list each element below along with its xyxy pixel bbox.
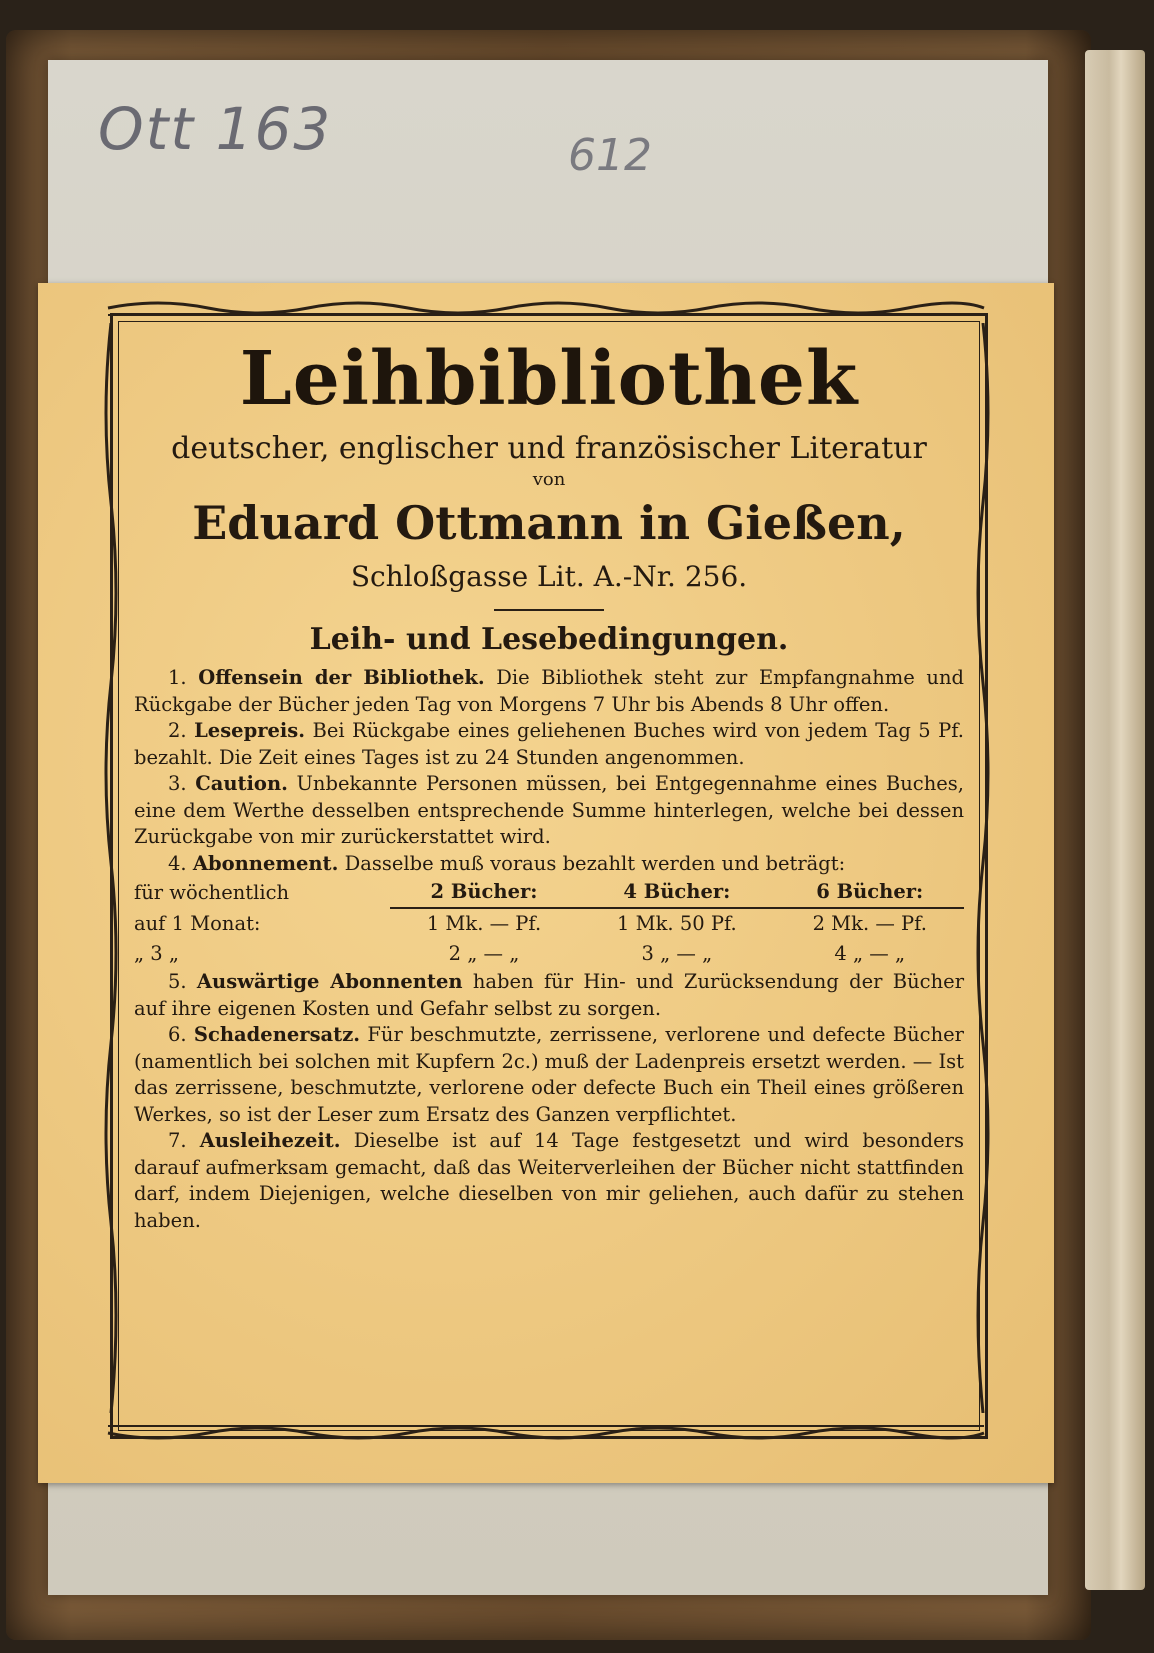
rule-heading: Auswärtige Abonnenten <box>196 970 463 993</box>
fee-period: auf 1 Monat: <box>134 911 261 935</box>
rules-list <box>134 665 964 1234</box>
rule-item <box>134 771 964 851</box>
rule-heading: Abonnement. <box>192 851 339 875</box>
fee-value: 1 Mk. — Pf. <box>426 912 542 935</box>
rule-text: Unbekannte Personen müssen, bei Entgegennahme eines Buches, eine dem Werthe desselben entsprechende Summe hinterlegen, welche bei dessen Zurückgabe von mir zurückerstattet wird. <box>134 772 965 848</box>
rule-text: Für beschmutzte, zerrissene, verlorene und defecte Bücher (namentlich bei solchen mit Kupfern 2c.) muß der Ladenpreis ersetzt werden. — Ist das zerrissene, beschmutzte, verlorene oder defecte Buch ein Theil eines größeren Werkes, so ist der Leser zum Ersatz des Ganzen verpflichtet. <box>134 1023 964 1126</box>
library-label <box>38 283 1054 1483</box>
rule-item <box>134 1022 964 1128</box>
rule-item <box>134 969 964 1022</box>
fee-value: 4 „ — „ <box>834 942 906 965</box>
rule-text: Dasselbe muß voraus bezahlt werden und beträgt: <box>344 851 846 875</box>
rule-number: 3. <box>168 772 187 795</box>
rule-item <box>134 718 964 771</box>
publisher-name: Eduard Ottmann in Gießen, <box>192 496 906 550</box>
fee-header: 2 Bücher: <box>390 877 579 908</box>
fee-header: 6 Bücher: <box>775 877 964 908</box>
fee-label-col: für wöchentlich <box>134 880 290 904</box>
fee-value: 2 „ — „ <box>448 942 520 965</box>
rule-item <box>134 1128 964 1234</box>
divider <box>494 609 604 611</box>
rule-number: 1. <box>168 666 187 689</box>
label-subtitle: deutscher, englischer und französischer Literatur <box>171 431 927 466</box>
label-von: von <box>532 469 566 490</box>
rule-number: 4. <box>168 851 187 875</box>
label-title: Leihbibliothek <box>239 336 859 422</box>
rule-heading: Caution. <box>195 772 288 795</box>
fee-row <box>134 939 964 969</box>
handwritten-shelfmark: Ott 163 <box>98 95 333 163</box>
label-content <box>134 333 964 1234</box>
rule-text: haben für Hin- und Zurücksendung der Bücher auf ihre eigenen Kosten und Gefahr selbst zu sorgen. <box>134 970 965 1020</box>
rule-heading: Lesepreis. <box>194 719 306 742</box>
fee-table <box>134 877 964 969</box>
rule-item <box>134 665 964 718</box>
rule-number: 7. <box>168 1129 187 1152</box>
rule-text: Bei Rückgabe eines geliehenen Buches wird von jedem Tag 5 Pf. bezahlt. Die Zeit eines Tages ist zu 24 Stunden angenommen. <box>134 719 964 769</box>
page-edges <box>1085 50 1145 1590</box>
rule-heading: Offensein der Bibliothek. <box>198 666 485 689</box>
fee-header-row <box>134 877 964 908</box>
rule-number: 2. <box>168 719 187 742</box>
fee-value: 2 Mk. — Pf. <box>812 912 927 935</box>
rule-item <box>134 851 964 878</box>
rule-heading: Schadenersatz. <box>193 1023 361 1046</box>
fee-period: „ 3 „ <box>134 942 180 965</box>
rule-text: Die Bibliothek steht zur Empfangnahme und Rückgabe der Bücher jeden Tag von Morgens 7 Uhr bis Abends 8 Uhr offen. <box>134 666 964 716</box>
rule-number: 5. <box>168 970 187 993</box>
publisher-address: Schloßgasse Lit. A.-Nr. 256. <box>350 560 748 593</box>
fee-header: 4 Bücher: <box>578 877 775 908</box>
fee-row <box>134 908 964 939</box>
rule-text: Dieselbe ist auf 14 Tage festgesetzt und wird besonders darauf aufmerksam gemacht, daß das Weiterverleihen der Bücher nicht stattfinden darf, indem Diejenigen, welche dieselben von mir geliehen, auch dafür zu stehen haben. <box>134 1129 964 1232</box>
fee-value: 1 Mk. 50 Pf. <box>617 912 737 935</box>
rule-heading: Ausleihezeit. <box>199 1129 341 1152</box>
handwritten-number: 612 <box>568 130 652 181</box>
conditions-title: Leih- und Lesebedingungen. <box>309 622 789 657</box>
fee-value: 3 „ — „ <box>641 942 713 965</box>
rule-number: 6. <box>168 1023 187 1046</box>
